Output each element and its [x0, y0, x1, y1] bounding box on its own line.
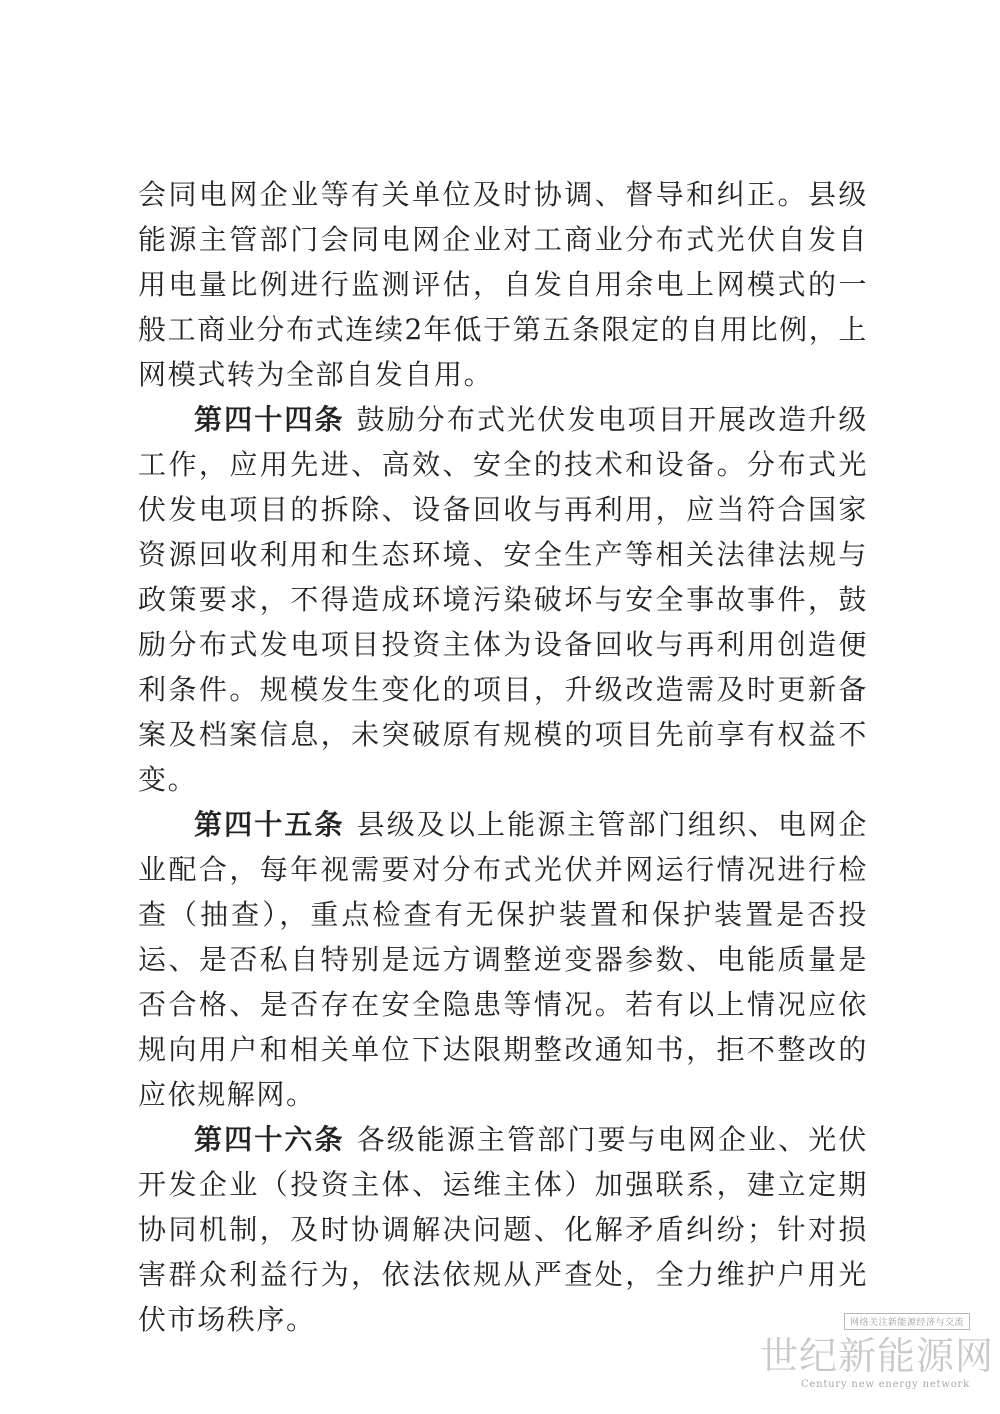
watermark-subtitle: Century new energy network	[800, 1379, 970, 1390]
paragraph-continuation	[138, 172, 868, 397]
article-text: 各级能源主管部门要与电网企业、光伏开发企业（投资主体、运维主体）加强联系，建立定期协同机制，及时协调解决问题、化解矛盾纠纷；针对损害群众利益行为，依法依规从严查处，全力维护户用光伏市场秩序。	[138, 1123, 868, 1336]
article-text: 县级及以上能源主管部门组织、电网企业配合，每年视需要对分布式光伏并网运行情况进行检查（抽查），重点检查有无保护装置和保护装置是否投运、是否私自特别是远方调整逆变器参数、电能质量是否合格、是否存在安全隐患等情况。若有以上情况应依规向用户和相关单位下达限期整改通知书，拒不整改的应依规解网。	[138, 808, 868, 1111]
watermark-logo	[760, 1310, 995, 1402]
article-text: 鼓励分布式光伏发电项目开展改造升级工作，应用先进、高效、安全的技术和设备。分布式光伏发电项目的拆除、设备回收与再利用，应当符合国家资源回收利用和生态环境、安全生产等相关法律法规与政策要求，不得造成环境污染破坏与安全事故事件，鼓励分布式发电项目投资主体为设备回收与再利用创造便利条件。规模发生变化的项目，升级改造需及时更新备案及档案信息，未突破原有规模的项目先前享有权益不变。	[138, 403, 868, 796]
article-heading: 第四十四条	[194, 403, 345, 436]
article-46	[138, 1117, 868, 1342]
watermark-title: 世纪新能源网	[760, 1334, 995, 1378]
article-heading: 第四十六条	[194, 1123, 345, 1156]
document-body	[138, 172, 868, 1342]
watermark-tagline: 网络关注新能源经济与交流	[844, 1313, 970, 1330]
article-44	[138, 397, 868, 802]
article-45	[138, 802, 868, 1117]
article-heading: 第四十五条	[194, 808, 345, 841]
paragraph-text: 会同电网企业等有关单位及时协调、督导和纠正。县级能源主管部门会同电网企业对工商业分布式光伏自发自用电量比例进行监测评估，自发自用余电上网模式的一般工商业分布式连续2年低于第五条限定的自用比例，上网模式转为全部自发自用。	[138, 178, 868, 391]
